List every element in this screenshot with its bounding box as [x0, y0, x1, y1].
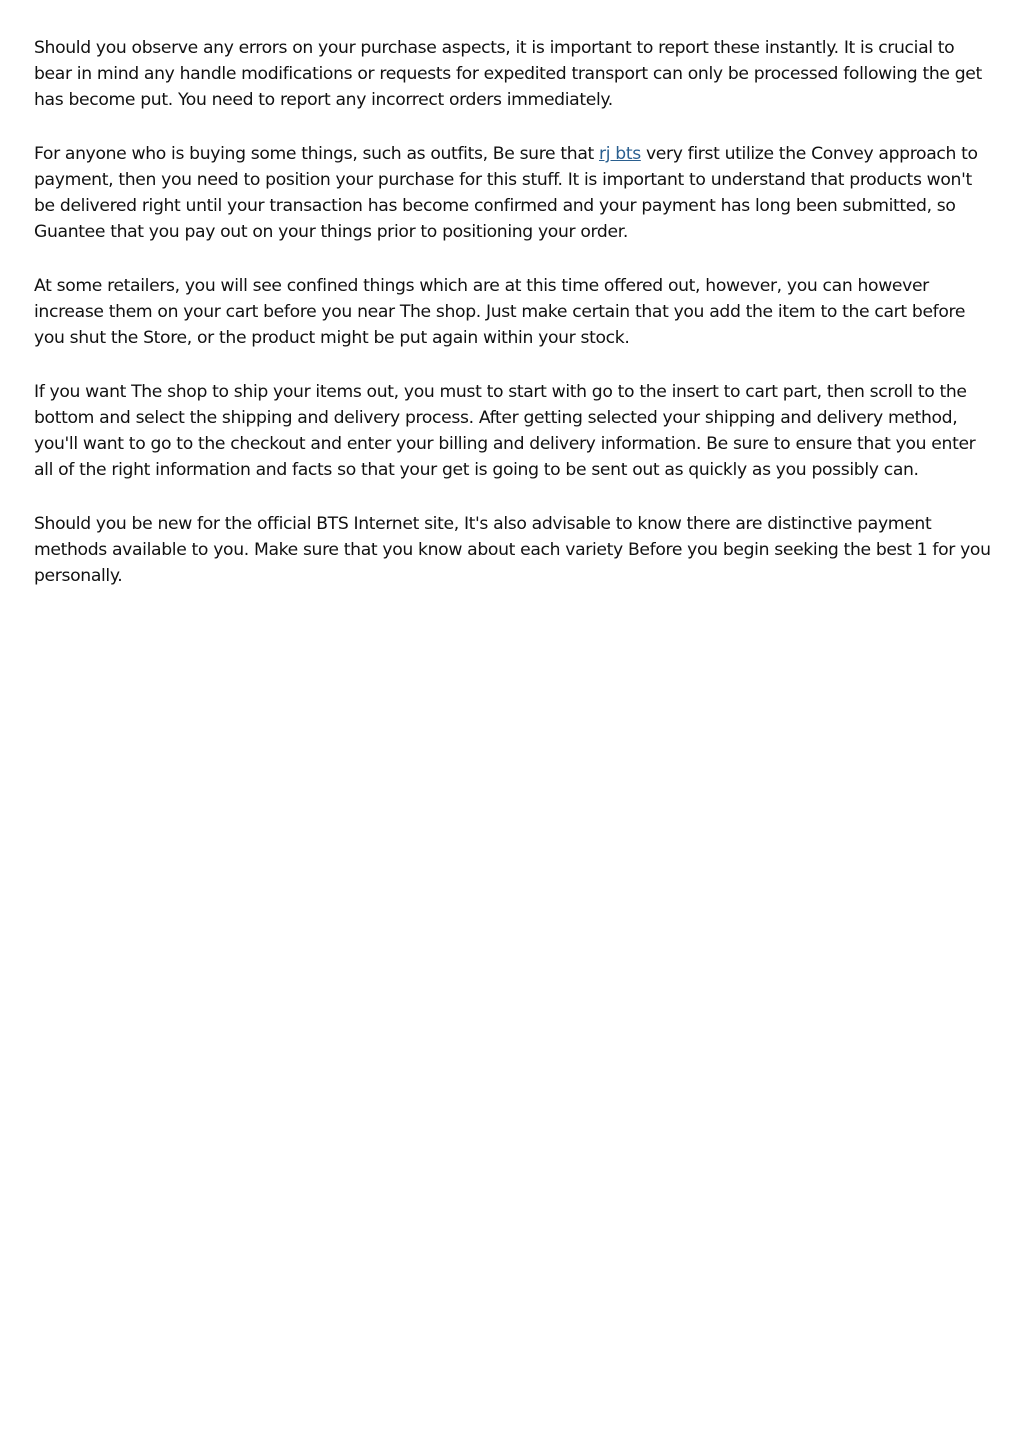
paragraph-sold-out-items: At some retailers, you will see confined things which are at this time offered out, however, you can however increase them on your cart before you near The shop. Just make certain that you add the item to the cart before you shut the Store, or the product might be put again within your stock. [34, 276, 966, 348]
rj-bts-link[interactable]: rj bts [599, 144, 641, 164]
paragraph-payment-options: Should you be new for the official BTS Internet site, It's also advisable to know there are distinctive payment methods available to you. Make sure that you know about each variety Before you begin seeking the best 1 for you personally. [34, 514, 991, 586]
paragraph-payment-method [34, 141, 994, 245]
document-body [34, 35, 994, 617]
paragraph-text-before-link: For anyone who is buying some things, such as outfits, Be sure that [34, 144, 600, 164]
paragraph-order-errors: Should you observe any errors on your purchase aspects, it is important to report these instantly. It is crucial to bear in mind any handle modifications or requests for expedited transport can only be processed following the get has become put. You need to report any incorrect orders immediately. [34, 38, 982, 110]
paragraph-shipping: If you want The shop to ship your items out, you must to start with go to the insert to cart part, then scroll to the bottom and select the shipping and delivery process. After getting selected your shipping and delivery method, you'll want to go to the checkout and enter your billing and delivery information. Be sure to ensure that you enter all of the right information and facts so that your get is going to be sent out as quickly as you possibly can. [34, 382, 976, 480]
paragraph-text-after-link: very first utilize the Convey approach to payment, then you need to position your purchase for this stuff. It is important to understand that products won't be delivered right until your transaction has become confirmed and your payment has long been submitted, so Guantee that you pay out on your things prior to positioning your order. [34, 144, 978, 242]
